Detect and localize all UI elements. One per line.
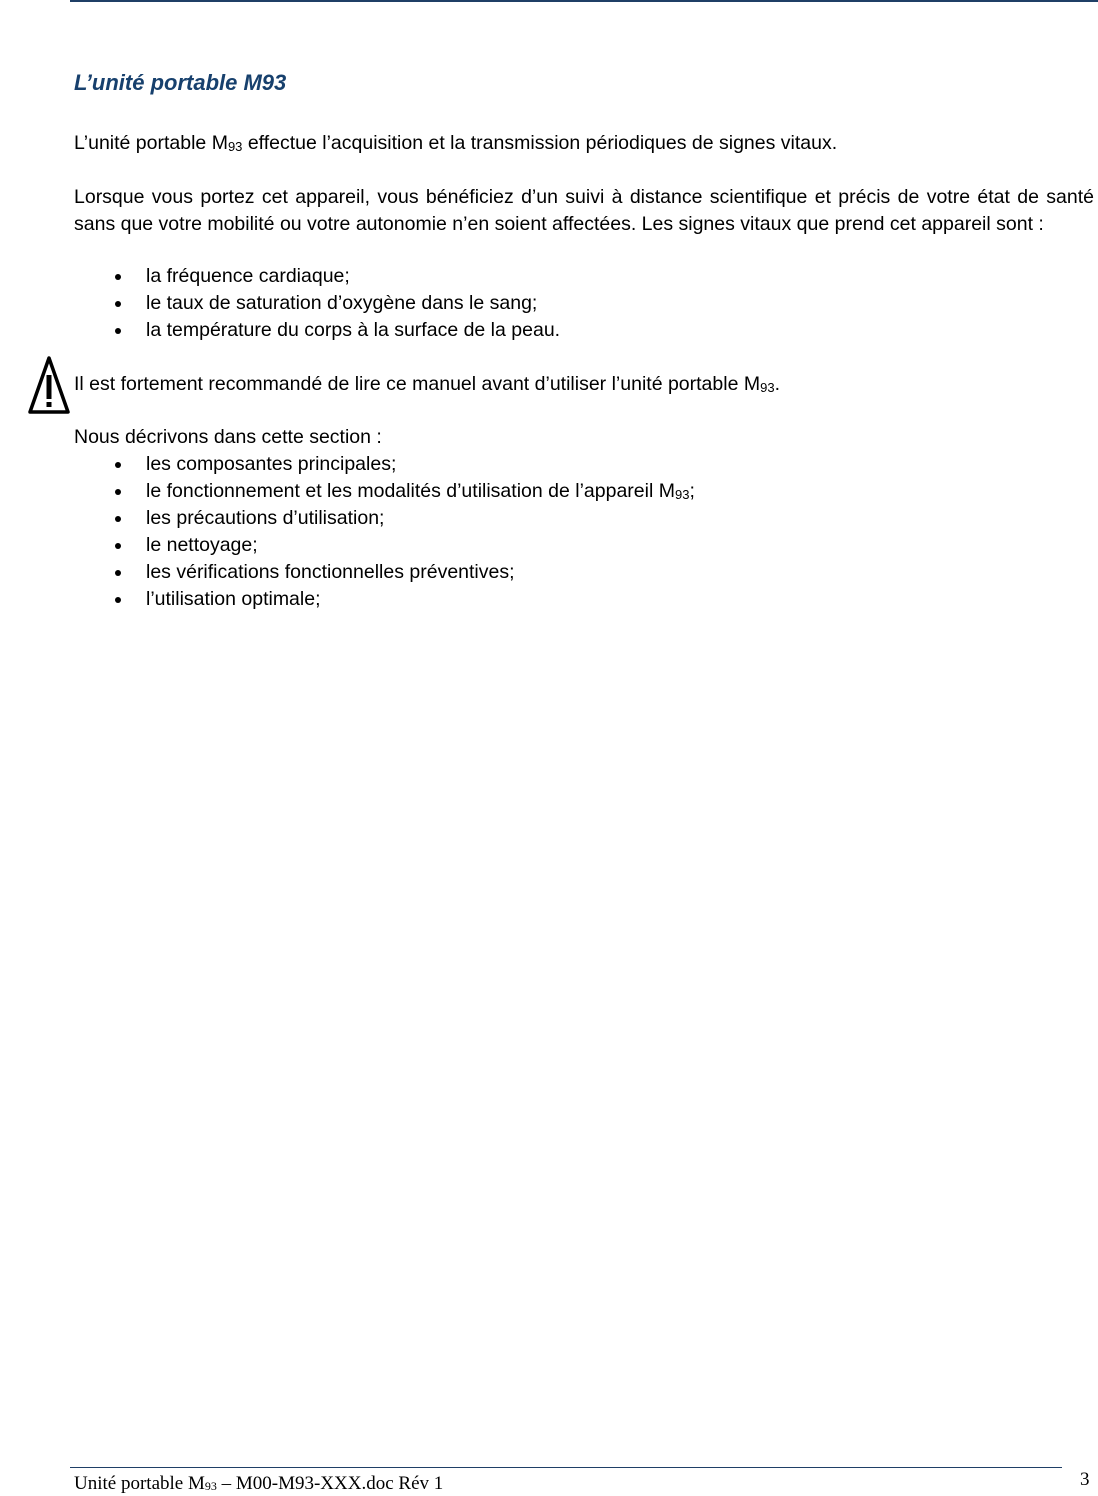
list-item: [74, 559, 1074, 586]
bullet-icon: [115, 301, 121, 307]
vital-signs-list: [74, 263, 1074, 344]
warning-subscript: 93: [760, 380, 775, 395]
list-item-text: le nettoyage;: [146, 534, 258, 556]
list-item: [74, 317, 1074, 344]
bullet-icon: [115, 516, 121, 522]
warning-triangle-icon: [27, 354, 71, 416]
bullet-icon: [115, 597, 121, 603]
bullet-icon: [115, 489, 121, 495]
list-item: [74, 451, 1074, 478]
bullet-icon: [115, 543, 121, 549]
intro-paragraph: [74, 130, 1094, 157]
list-item-text: les précautions d’utilisation;: [146, 507, 385, 529]
list-item: [74, 586, 1074, 613]
list-item: [74, 290, 1074, 317]
list-item: [74, 532, 1074, 559]
section-contents-list: [74, 451, 1074, 613]
list-item: [74, 263, 1074, 290]
footer-rule: [70, 1467, 1062, 1468]
warning-text-start: Il est fortement recommandé de lire ce manuel avant d’utiliser l’unité portable M: [74, 373, 761, 395]
intro-text-end: effectue l’acquisition et la transmission périodiques de signes vitaux.: [242, 132, 838, 154]
list-item-text: l’utilisation optimale;: [146, 588, 321, 610]
footer-document-reference: [74, 1473, 443, 1495]
warning-paragraph: [74, 371, 1094, 398]
header-rule: [70, 0, 1098, 2]
section-intro: Nous décrivons dans cette section :: [74, 426, 382, 448]
list-item-text-end: ;: [689, 480, 695, 502]
footer-text-start: Unité portable M: [74, 1473, 205, 1494]
section-title: L’unité portable M93: [74, 70, 287, 95]
vital-signs-paragraph: Lorsque vous portez cet appareil, vous bénéficiez d’un suivi à distance scientifique et précis de votre état de santé sans que votre mobilité ou votre autonomie n’en soient affectées. Les signes vitaux que prend cet appareil sont :: [74, 186, 1094, 235]
intro-subscript: 93: [227, 139, 243, 154]
list-item-subscript: 93: [674, 487, 690, 502]
list-item-text: le fonctionnement et les modalités d’utilisation de l’appareil M: [146, 480, 675, 502]
intro-text-start: L’unité portable M: [74, 132, 228, 154]
footer-subscript: 93: [204, 1479, 217, 1493]
bullet-icon: [115, 274, 121, 280]
list-item-text: le taux de saturation d’oxygène dans le sang;: [146, 292, 538, 314]
list-item: [74, 505, 1074, 532]
footer-text-end: – M00-M93-XXX.doc Rév 1: [216, 1473, 444, 1494]
list-item: [74, 478, 1074, 505]
bullet-icon: [115, 462, 121, 468]
bullet-icon: [115, 328, 121, 334]
page-number: 3: [1080, 1469, 1090, 1490]
list-item-text: les composantes principales;: [146, 453, 397, 475]
list-item-text: les vérifications fonctionnelles préventives;: [146, 561, 515, 583]
bullet-icon: [115, 570, 121, 576]
list-item-text: la température du corps à la surface de la peau.: [146, 319, 561, 341]
warning-text-end: .: [774, 373, 780, 395]
list-item-text: la fréquence cardiaque;: [146, 265, 350, 287]
